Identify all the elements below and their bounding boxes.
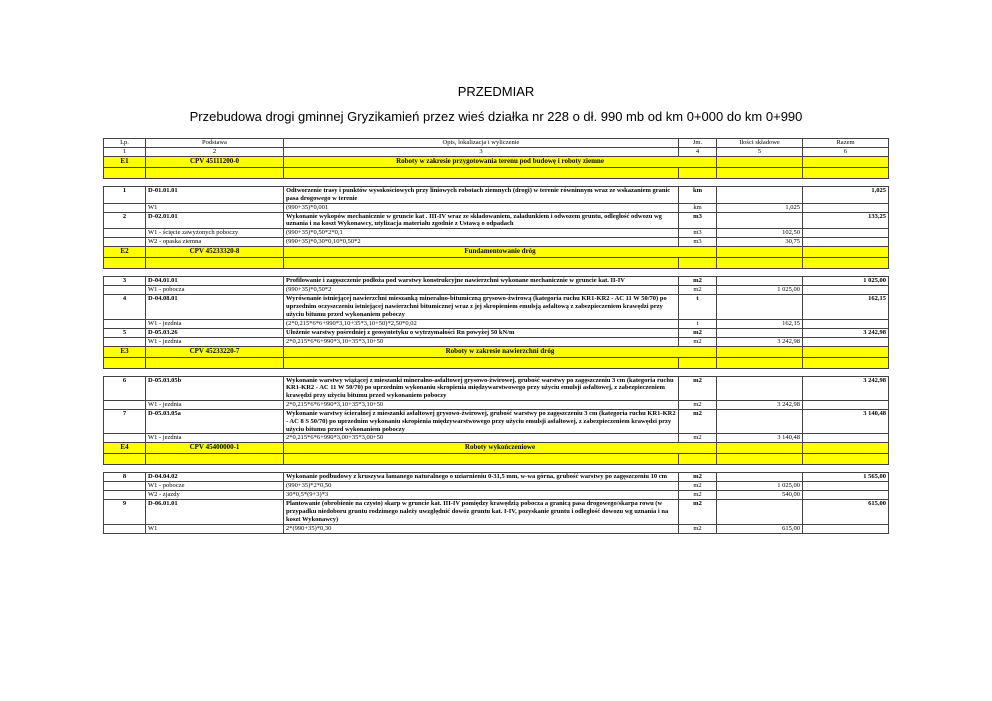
item-number: 4 [104, 295, 146, 319]
table-row [104, 434, 889, 443]
blank-cell [679, 454, 717, 465]
blank-cell [146, 258, 284, 269]
blank-cell [717, 168, 803, 179]
sub-qty: 1 025,00 [717, 286, 803, 295]
item-number: 6 [104, 376, 146, 400]
item-description: Wykonanie podbudowy z kruszywa łamanego naturalnego o uziarnieniu 0-31,5 mm, w-wa górna, grubość warstwy po zagęszczeniu 10 cm [284, 473, 679, 482]
sub-lp [104, 524, 146, 533]
blank-cell [104, 454, 146, 465]
sub-total [803, 229, 889, 238]
section-blank-row [104, 454, 889, 465]
sub-label: W2 - zjazdy [146, 491, 284, 500]
sub-total [803, 434, 889, 443]
sub-calc: 2*(990+35)*0,30 [284, 524, 679, 533]
section-code: E1 [104, 157, 146, 168]
sub-qty: 162,15 [717, 319, 803, 328]
section-cpv: CPV 45233320-8 [146, 247, 284, 258]
sub-label: W1 - jezdnia [146, 400, 284, 409]
item-unit: m2 [679, 376, 717, 400]
item-qty [717, 500, 803, 524]
blank-cell [679, 168, 717, 179]
item-description: Wyrównanie istniejącej nawierzchni mieszanką mineralno-bitumiczną grysowo-żwirową (kategoria ruchu KR1-KR2 - AC 11 W 50/70) po uprzednim oczyszczeniu istniejącej nawierzchni bitumicznej wraz z jej skropieniem emulsją asfaltową z zabezpieczeniem krawędzi przy użyciu bitumu przed wykonaniem poboczy [284, 295, 679, 319]
section-header-row [104, 443, 889, 454]
blank-cell [146, 357, 284, 368]
sub-unit: m2 [679, 286, 717, 295]
section-header-row [104, 247, 889, 258]
sub-qty: 3 242,98 [717, 337, 803, 346]
table-row [104, 491, 889, 500]
sub-lp [104, 286, 146, 295]
item-total: 3 242,98 [803, 376, 889, 400]
sub-qty: 615,00 [717, 524, 803, 533]
section-code: E2 [104, 247, 146, 258]
section-blank-row [104, 258, 889, 269]
section-blank [717, 157, 803, 168]
sub-calc: (990+35)*0,001 [284, 203, 679, 212]
item-unit: m2 [679, 473, 717, 482]
blank-cell [284, 357, 679, 368]
item-total: 1,025 [803, 187, 889, 204]
item-basis: D-05.03.05b [146, 376, 284, 400]
item-basis: D-04.08.01 [146, 295, 284, 319]
item-total: 162,15 [803, 295, 889, 319]
sub-label: W1 - pobocza [146, 286, 284, 295]
sub-lp [104, 400, 146, 409]
sub-unit: m2 [679, 337, 717, 346]
spacer-row [104, 368, 889, 376]
item-basis: D-04.04.02 [146, 473, 284, 482]
page-title: PRZEDMIAR [457, 84, 535, 99]
spacer-row [104, 465, 889, 473]
section-blank [803, 157, 889, 168]
page-subtitle: Przebudowa drogi gminnej Gryzikamień przez wieś działka nr 228 o dł. 990 mb od km 0+000 do km 0+990 [189, 109, 803, 124]
sub-lp [104, 229, 146, 238]
item-qty [717, 277, 803, 286]
sub-unit: m2 [679, 482, 717, 491]
sub-unit: m3 [679, 229, 717, 238]
header-ilosci: Ilości składowe [717, 139, 803, 148]
table-row [104, 400, 889, 409]
spacer-row [104, 179, 889, 187]
item-total: 3 242,98 [803, 328, 889, 337]
blank-cell [146, 168, 284, 179]
blank-cell [717, 357, 803, 368]
item-description: Plantowanie (obrobienie na czysto) skarp w gruncie kat. III-IV pomiędzy krawędzią pobocza a granicą pasa drogowego/skarpa rowu (w przypadku niedoboru gruntu rodzimego należy uwzględnić dowóz gruntu kat. I-IV, pozyskanie gruntu i odległość dowozu wg uznania i na koszt Wykonawcy) [284, 500, 679, 524]
table-row [104, 328, 889, 337]
table-row [104, 277, 889, 286]
spacer-row [104, 269, 889, 277]
spacer-cell [104, 465, 889, 473]
header-lp: Lp. [104, 139, 146, 148]
header-num-2: 2 [146, 148, 284, 157]
header-num-5: 5 [717, 148, 803, 157]
sub-total [803, 400, 889, 409]
item-number: 7 [104, 409, 146, 433]
sub-label: W2 - opaska ziemna [146, 238, 284, 247]
table-row [104, 319, 889, 328]
header-num-4: 4 [679, 148, 717, 157]
section-title: Roboty w zakresie przygotowania terenu pod budowę i roboty ziemne [284, 157, 717, 168]
item-unit: km [679, 187, 717, 204]
item-number: 9 [104, 500, 146, 524]
sub-qty: 1,025 [717, 203, 803, 212]
sub-total [803, 319, 889, 328]
section-blank [717, 247, 803, 258]
spacer-cell [104, 269, 889, 277]
item-total: 1 565,00 [803, 473, 889, 482]
header-podstawa: Podstawa [146, 139, 284, 148]
table-row [104, 203, 889, 212]
header-jm: Jm. [679, 139, 717, 148]
sub-calc: 2*0,215*6*6+990*3,10+35*3,10+50 [284, 337, 679, 346]
section-title: Roboty wykończeniowe [284, 443, 717, 454]
sub-total [803, 203, 889, 212]
sub-total [803, 482, 889, 491]
sub-total [803, 524, 889, 533]
item-total: 133,25 [803, 212, 889, 229]
item-qty [717, 295, 803, 319]
table-row [104, 229, 889, 238]
item-basis: D-05.03.26 [146, 328, 284, 337]
sub-calc: (990+35)*0,50*2*0,1 [284, 229, 679, 238]
header-num-3: 3 [284, 148, 679, 157]
item-number: 5 [104, 328, 146, 337]
section-header-row [104, 346, 889, 357]
blank-cell [717, 258, 803, 269]
sub-calc: 2*0,215*6*6+990*3,00+35*3,00+50 [284, 434, 679, 443]
section-cpv: CPV 45111200-0 [146, 157, 284, 168]
sub-total [803, 337, 889, 346]
blank-cell [803, 357, 889, 368]
table-row [104, 482, 889, 491]
sub-label: W1 - jezdnia [146, 319, 284, 328]
sub-calc: (2*0,215*6*6+990*3,10+35*3,10+50)*2,50*0,02 [284, 319, 679, 328]
header-number-row [104, 148, 889, 157]
sub-lp [104, 238, 146, 247]
blank-cell [104, 357, 146, 368]
sub-unit: m2 [679, 400, 717, 409]
blank-cell [146, 454, 284, 465]
sub-label: W1 [146, 203, 284, 212]
item-unit: m2 [679, 277, 717, 286]
table-row [104, 187, 889, 204]
bill-of-quantities-table [103, 138, 889, 534]
table-row [104, 524, 889, 533]
sub-unit: m2 [679, 491, 717, 500]
section-title: Roboty w zakresie nawierzchni dróg [284, 346, 717, 357]
item-number: 8 [104, 473, 146, 482]
section-header-row [104, 157, 889, 168]
blank-cell [104, 258, 146, 269]
item-basis: D-06.01.01 [146, 500, 284, 524]
table-row [104, 473, 889, 482]
section-blank [803, 346, 889, 357]
item-unit: m2 [679, 328, 717, 337]
item-basis: D-01.01.01 [146, 187, 284, 204]
item-qty [717, 328, 803, 337]
item-qty [717, 212, 803, 229]
sub-lp [104, 337, 146, 346]
header-num-1: 1 [104, 148, 146, 157]
item-unit: m2 [679, 500, 717, 524]
item-number: 1 [104, 187, 146, 204]
item-description: Odtworzenie trasy i punktów wysokościowych przy liniowych robotach ziemnych (drogi) w terenie równinnym wraz ze wskazaniem granic pasa drogowego w terenie [284, 187, 679, 204]
sub-total [803, 286, 889, 295]
item-qty [717, 376, 803, 400]
sub-qty: 102,50 [717, 229, 803, 238]
table-row [104, 212, 889, 229]
item-total: 3 140,48 [803, 409, 889, 433]
sub-unit: m2 [679, 524, 717, 533]
blank-cell [284, 258, 679, 269]
sub-qty: 1 025,00 [717, 482, 803, 491]
sub-unit: km [679, 203, 717, 212]
item-description: Wykonanie warstwy wiążącej z mieszanki mineralno-asfaltowej grysowo-żwirowej, grubość warstwy po zagęszczeniu 3 cm (kategoria ruchu KR1-KR2 - AC 11 W 50/70) po uprzednim wykonaniu skropienia międzywarstwowego przy użyciu emulsji asfaltowej, z zabezpieczeniem krawędzi przy użyciu bitumu przed wykonaniem poboczy [284, 376, 679, 400]
item-qty [717, 187, 803, 204]
sub-lp [104, 203, 146, 212]
sub-unit: m2 [679, 434, 717, 443]
blank-cell [803, 454, 889, 465]
item-basis: D-05.03.05a [146, 409, 284, 433]
table-row [104, 286, 889, 295]
sub-label: W1 - ścięcie zawyżonych poboczy [146, 229, 284, 238]
sub-calc: 2*0,215*6*6+990*3,10+35*3,10+50 [284, 400, 679, 409]
section-blank-row [104, 168, 889, 179]
blank-cell [803, 168, 889, 179]
blank-cell [679, 258, 717, 269]
section-blank [717, 443, 803, 454]
header-razem: Razem [803, 139, 889, 148]
item-number: 3 [104, 277, 146, 286]
sub-label: W1 - jezdnia [146, 434, 284, 443]
section-blank [717, 346, 803, 357]
sub-qty: 3 140,48 [717, 434, 803, 443]
sub-qty: 540,00 [717, 491, 803, 500]
sub-lp [104, 319, 146, 328]
header-row [104, 139, 889, 148]
sub-unit: t [679, 319, 717, 328]
blank-cell [284, 454, 679, 465]
item-total: 615,00 [803, 500, 889, 524]
header-opis: Opis, lokalizacja i wyliczenie [284, 139, 679, 148]
table-row [104, 337, 889, 346]
item-qty [717, 409, 803, 433]
blank-cell [104, 168, 146, 179]
spacer-cell [104, 368, 889, 376]
table-row [104, 409, 889, 433]
sub-calc: (990+35)*0,30*0,10*0,50*2 [284, 238, 679, 247]
sub-lp [104, 491, 146, 500]
section-blank [803, 247, 889, 258]
item-basis: D-02.01.01 [146, 212, 284, 229]
sub-unit: m3 [679, 238, 717, 247]
item-description: Profilowanie i zagęszczenie podłoża pod warstwy konstrukcyjne nawierzchni wykonane mechanicznie w gruncie kat. II-IV [284, 277, 679, 286]
sub-total [803, 491, 889, 500]
section-title: Fundamentowanie dróg [284, 247, 717, 258]
table-row [104, 376, 889, 400]
table-row [104, 238, 889, 247]
section-code: E4 [104, 443, 146, 454]
section-blank [803, 443, 889, 454]
item-unit: m2 [679, 409, 717, 433]
item-total: 1 025,00 [803, 277, 889, 286]
table-row [104, 295, 889, 319]
sub-calc: 30*0,5*(9+3)*3 [284, 491, 679, 500]
sub-label: W1 - pobocze [146, 482, 284, 491]
section-blank-row [104, 357, 889, 368]
sub-qty: 3 242,98 [717, 400, 803, 409]
item-description: Wykonanie wykopów mechanicznie w gruncie kat . III-IV wraz ze składowaniem, załadunkiem i odwozem gruntu, odległość odwozu wg uznania i na koszt Wykonawcy, utylizacja materiału zgodnie z Ustawą o odpadach [284, 212, 679, 229]
section-code: E3 [104, 346, 146, 357]
sub-qty: 30,75 [717, 238, 803, 247]
item-basis: D-04.01.01 [146, 277, 284, 286]
item-unit: t [679, 295, 717, 319]
item-number: 2 [104, 212, 146, 229]
table-body [104, 139, 889, 534]
blank-cell [803, 258, 889, 269]
sub-total [803, 238, 889, 247]
blank-cell [284, 168, 679, 179]
sub-lp [104, 482, 146, 491]
item-description: Wykonanie warstwy ścieralnej z mieszanki asfaltowej grysowo-żwirowej, grubość warstwy po zagęszczeniu 3 cm (kategoria ruchu KR1-KR2 - AC 8 S 50/70) po uprzednim wykonaniu skropienia międzywarstwowego przy użyciu emulsji asfaltowej, z zabezpieczeniem krawędzi przy użyciu bitumu przed wykonaniem poboczy [284, 409, 679, 433]
header-num-6: 6 [803, 148, 889, 157]
section-cpv: CPV 45233220-7 [146, 346, 284, 357]
blank-cell [717, 454, 803, 465]
spacer-cell [104, 179, 889, 187]
item-qty [717, 473, 803, 482]
sub-calc: (990+35)*0,50*2 [284, 286, 679, 295]
item-description: Ułożenie warstwy pośredniej z geosyntetyku o wytrzymałości Rn powyżej 50 kN/m [284, 328, 679, 337]
sub-label: W1 [146, 524, 284, 533]
table-row [104, 500, 889, 524]
sub-label: W1 - jezdnia [146, 337, 284, 346]
sub-calc: (990+35)*2*0,50 [284, 482, 679, 491]
section-cpv: CPV 45400000-1 [146, 443, 284, 454]
sub-lp [104, 434, 146, 443]
blank-cell [679, 357, 717, 368]
item-unit: m3 [679, 212, 717, 229]
